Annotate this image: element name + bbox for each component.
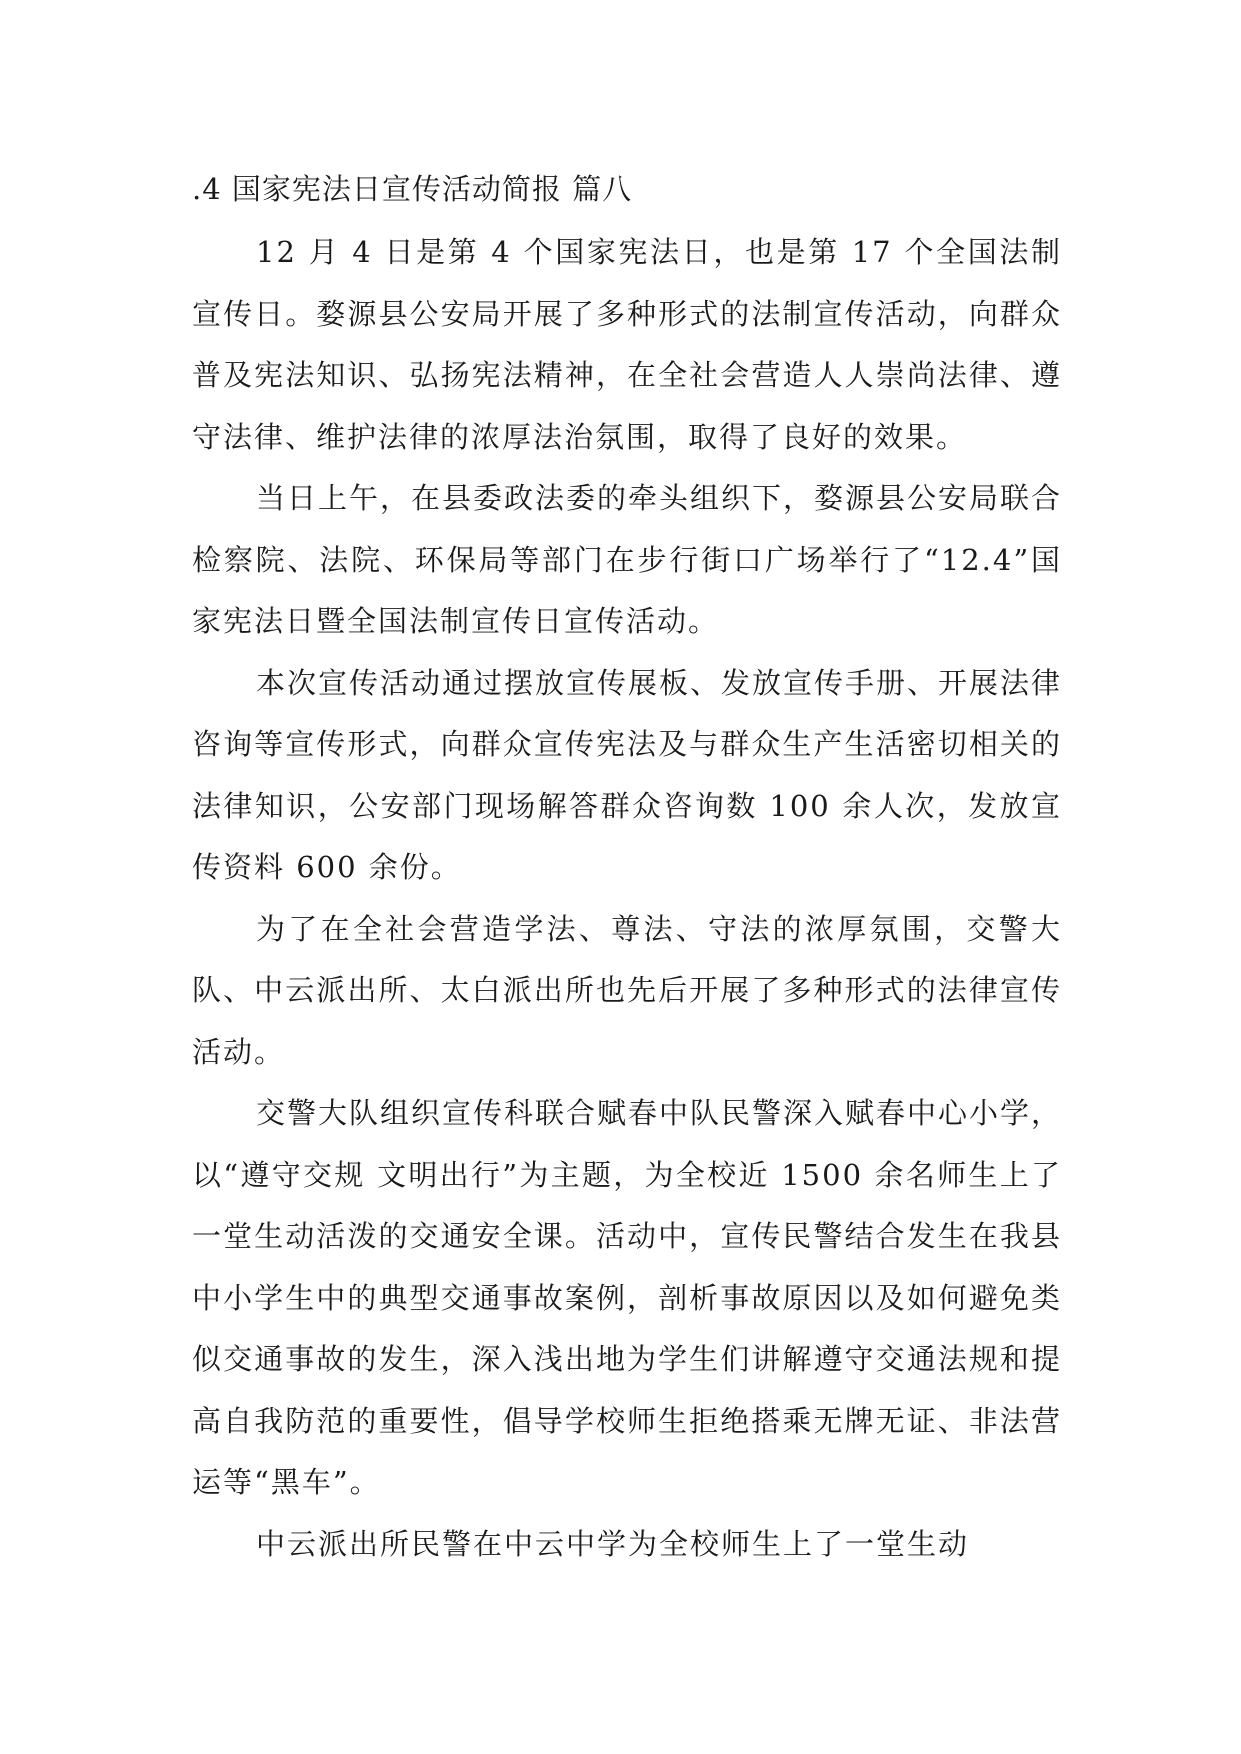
document-title: .4 国家宪法日宣传活动简报 篇八 <box>192 172 633 206</box>
paragraph-1: 12 月 4 日是第 4 个国家宪法日，也是第 17 个全国法制宣传日。婺源县公安局开展了多种形式的法制宣传活动，向群众普及宪法知识、弘扬宪法精神，在全社会营造人人崇尚法律、遵守法律、维护法律的浓厚法治氛围，取得了良好的效果。 <box>192 235 1062 454</box>
paragraph-4: 为了在全社会营造学法、尊法、守法的浓厚氛围，交警大队、中云派出所、太白派出所也先后开展了多种形式的法律宣传活动。 <box>192 911 1062 1069</box>
paragraph-2: 当日上午，在县委政法委的牵头组织下，婺源县公安局联合检察院、法院、环保局等部门在步行街口广场举行了“12.4”国家宪法日暨全国法制宣传日宣传活动。 <box>192 481 1063 638</box>
paragraph-3: 本次宣传活动通过摆放宣传展板、发放宣传手册、开展法律咨询等宣传形式，向群众宣传宪法及与群众生产生活密切相关的法律知识，公安部门现场解答群众咨询数 100 余人次，发放宣传资料 600 余份。 <box>192 665 1063 884</box>
paragraph-5: 交警大队组织宣传科联合赋春中队民警深入赋春中心小学，以“遵守交规 文明出行”为主题，为全校近 1500 余名师生上了一堂生动活泼的交通安全课。活动中，宣传民警结合发生在我县中小学生中的典型交通事故案例，剖析事故原因以及如何避免类似交通事故的发生，深入浅出地为学生们讲解遵守交通法规和提高自我防范的重要性，倡导学校师生拒绝搭乘无牌无证、非法营运等“黑车”。 <box>192 1096 1063 1499</box>
paragraph-6: 中云派出所民警在中云中学为全校师生上了一堂生动 <box>256 1526 970 1561</box>
document-body <box>192 160 1062 1575</box>
